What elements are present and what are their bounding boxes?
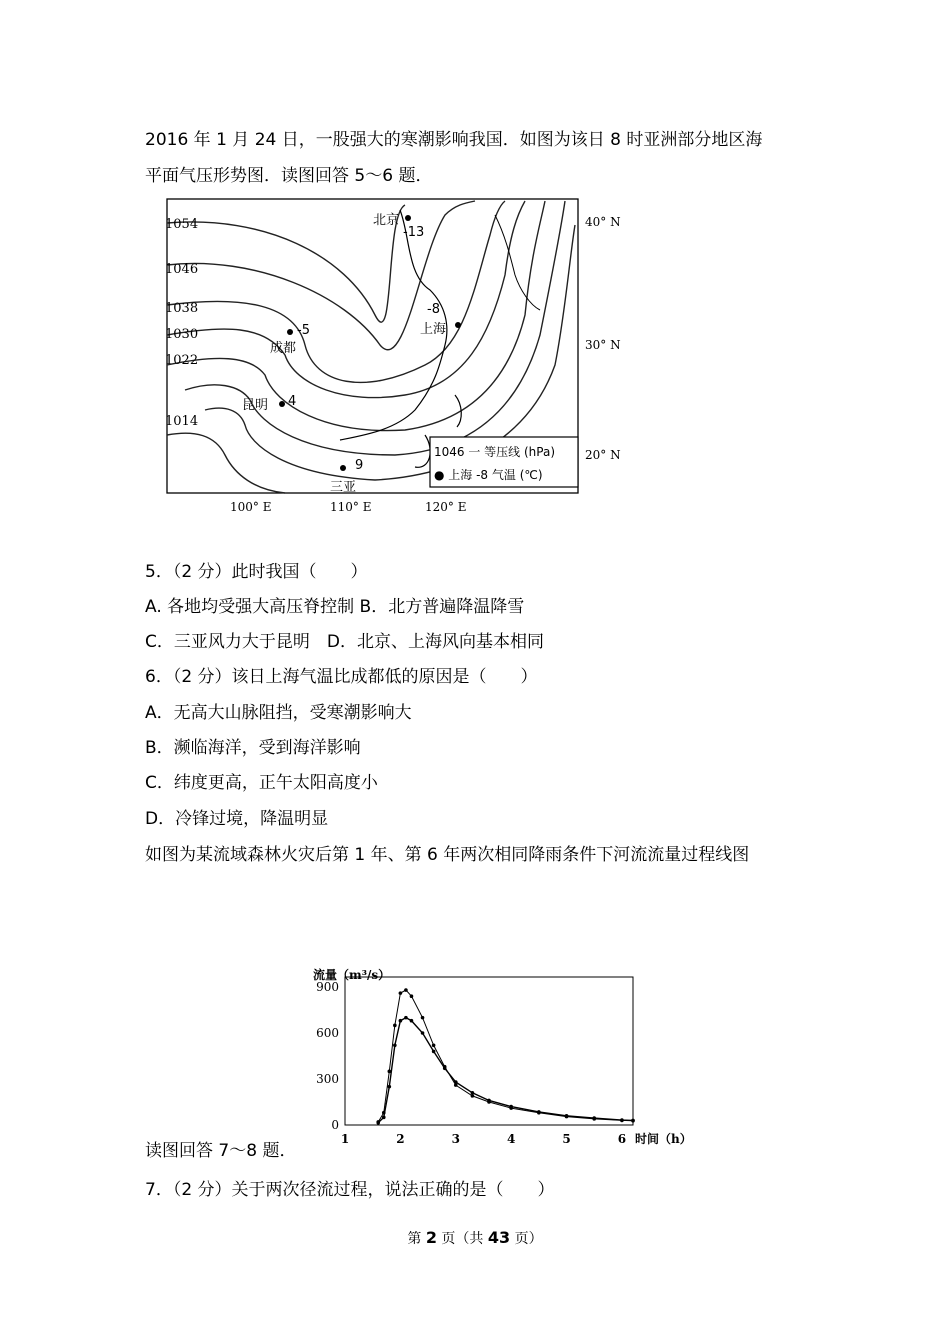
isobar-label-1: 1046 [165,262,199,277]
city-temp-beijing: -13 [403,225,425,240]
series-2-point [443,1066,447,1070]
q6-option-b: B．濒临海洋，受到海洋影响 [145,738,361,758]
city-name-sanya: 三亚 [330,480,357,495]
series-2-point [487,1099,491,1103]
q5-options-cd: C．三亚风力大于昆明 D．北京、上海风向基本相同 [145,632,544,652]
intro-line-2: 平面气压形势图．读图回答 5～6 题． [145,166,433,186]
x-tick-label: 2 [396,1132,405,1146]
series-2-point [410,1019,414,1023]
x-tick-label: 4 [506,1132,516,1146]
lon-label-110: 110° E [330,500,372,514]
footer-total: 43 [487,1228,511,1247]
footer-pre: 第 [407,1231,426,1247]
lon-label-100: 100° E [230,500,272,514]
q7-stem: 7．（2 分）关于两次径流过程，说法正确的是（ ） [145,1180,555,1200]
series-1-point [399,991,403,995]
series-1-point [404,988,408,992]
isobar-label-0: 1054 [165,217,199,232]
intro-line-1: 2016 年 1 月 24 日，一股强大的寒潮影响我国．如图为该日 8 时亚洲部分地区海 [145,130,763,150]
city-temp-sanya: 9 [355,458,364,473]
q5-stem: 5．（2 分）此时我国（ ） [145,562,368,582]
series-2-point [565,1114,569,1118]
series-2-point [382,1116,386,1120]
city-name-kunming: 昆明 [242,398,269,413]
city-temp-shanghai: -8 [427,302,440,317]
lat-label-30: 30° N [585,338,621,352]
series-2-point [631,1119,635,1123]
series-2-point [421,1031,425,1035]
city-dot-shanghai [455,322,461,328]
city-name-shanghai: 上海 [420,322,447,337]
series-2-point [620,1118,624,1122]
series-1-point [454,1083,458,1087]
page-footer [0,1228,950,1248]
q5-options-ab: A. 各地均受强大高压脊控制 B．北方普遍降温降雪 [145,597,525,617]
series-2-point [471,1091,475,1095]
footer-page: 2 [425,1228,437,1247]
x-tick-label: 3 [451,1132,460,1146]
series-2-point [509,1105,513,1109]
city-dot-kunming [279,401,285,407]
city-name-beijing: 北京 [373,213,400,228]
lat-label-20: 20° N [585,448,621,462]
city-dot-sanya [340,465,346,471]
read-prompt: 读图回答 7～8 题． [145,1141,297,1161]
series-2-point [404,1016,408,1020]
lat-label-40: 40° N [585,215,621,229]
series-1-point [471,1094,475,1098]
city-name-chengdu: 成都 [270,341,297,356]
q6-option-c: C．纬度更高，正午太阳高度小 [145,773,378,793]
city-temp-kunming: 4 [288,394,297,409]
series-1-point [421,1016,425,1020]
q6-option-d: D．冷锋过境，降温明显 [145,809,329,829]
series-2-point [393,1043,397,1047]
city-temp-chengdu: -5 [297,323,310,338]
flow-chart [300,965,690,1160]
series-2-point [454,1080,458,1084]
x-tick-label: 6 [617,1132,627,1146]
x-tick-label: 5 [562,1132,571,1146]
pressure-map [145,195,621,530]
lon-label-120: 120° E [425,500,467,514]
y-axis-title: 流量（m³/s） [313,968,391,982]
isobar-label-4: 1022 [165,353,199,368]
series-2-point [592,1116,596,1120]
x-tick-label: 1 [340,1132,350,1146]
y-tick-label: 900 [316,980,339,994]
series-2-point [537,1110,541,1114]
intro2-text: 如图为某流域森林火灾后第 1 年、第 6 年两次相同降雨条件下河流流量过程线图 [145,845,750,865]
q6-stem: 6．（2 分）该日上海气温比成都低的原因是（ ） [145,667,538,687]
series-2-point [399,1019,403,1023]
y-tick-label: 0 [331,1118,339,1132]
city-dot-beijing [405,215,411,221]
q6-option-a: A．无高大山脉阻挡，受寒潮影响大 [145,703,412,723]
series-1-point [432,1043,436,1047]
city-dot-chengdu [287,329,293,335]
series-line-1 [378,990,633,1122]
y-tick-label: 600 [316,1026,339,1040]
series-1-point [410,994,414,998]
isobar-label-2: 1038 [165,301,199,316]
isobar-label-3: 1030 [165,327,199,342]
series-2-point [388,1085,392,1089]
x-axis-title: 时间（h） [635,1132,690,1146]
legend-isobar: 1046 一 等压线 (hPa) [434,445,556,459]
series-2-point [376,1121,380,1125]
footer-mid: 页（共 [436,1231,488,1247]
series-2-point [432,1050,436,1054]
y-tick-label: 300 [316,1072,339,1086]
legend-temp: ● 上海 -8 气温 (℃) [434,468,543,482]
series-1-point [393,1024,397,1028]
footer-post: 页） [510,1231,543,1247]
isobar-label-5: 1014 [165,414,199,429]
